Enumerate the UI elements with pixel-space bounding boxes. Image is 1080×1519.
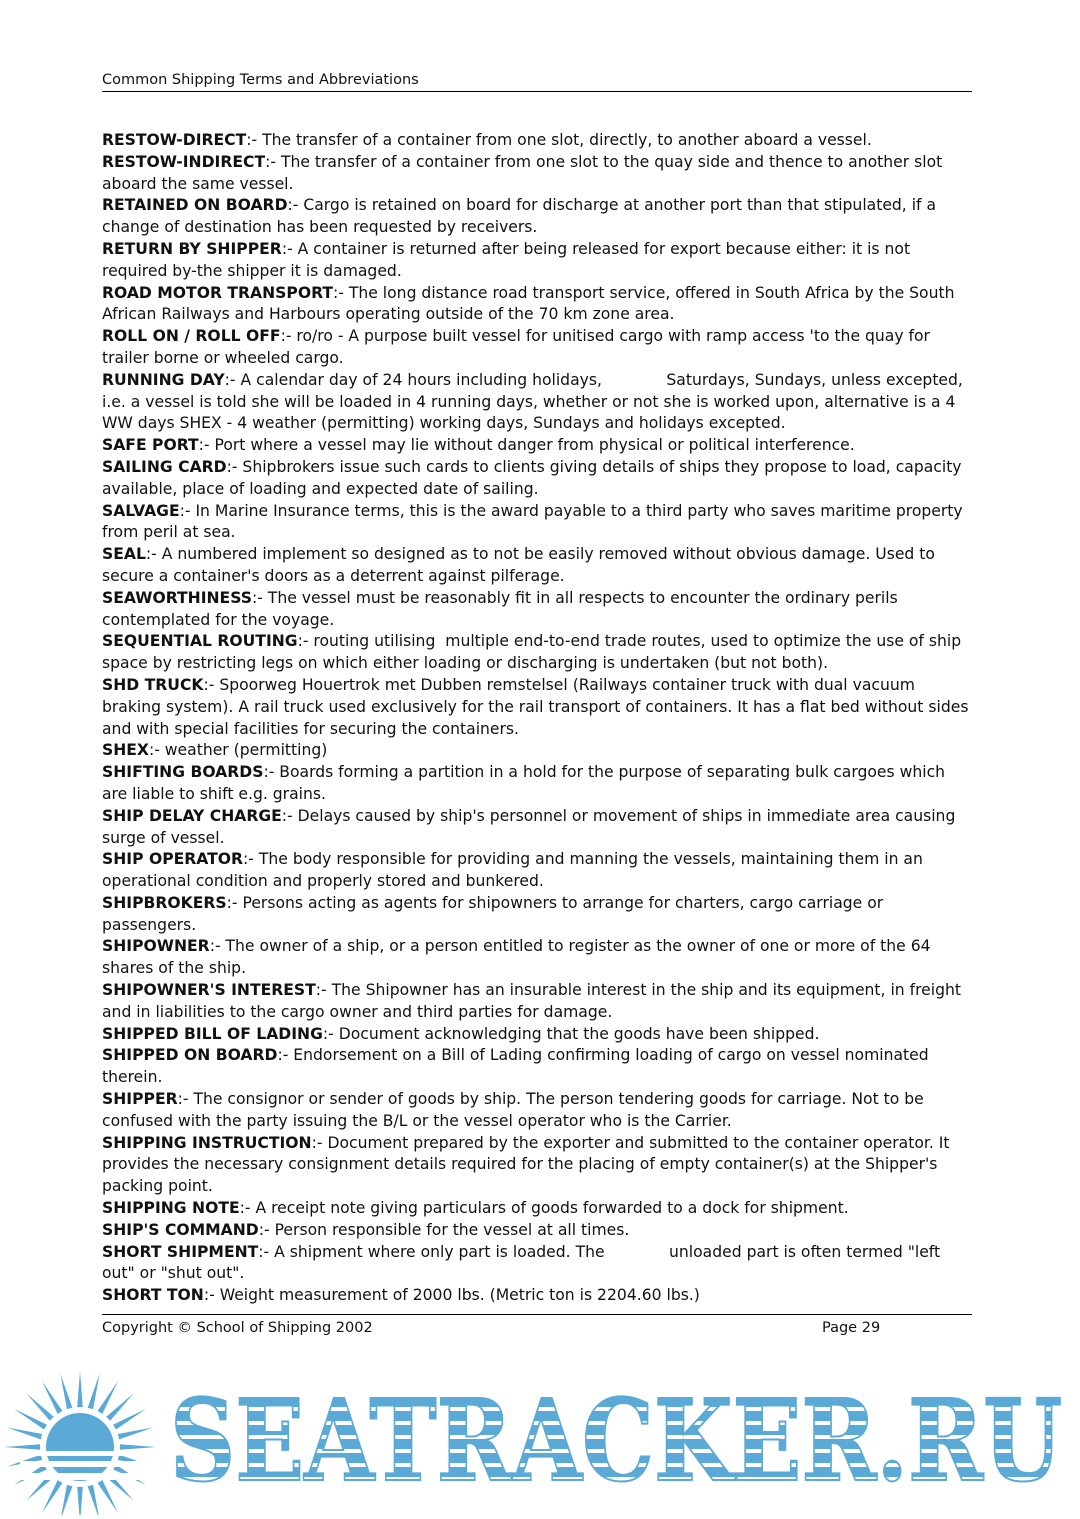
entry-definition: :- Document prepared by the exporter and submitted to the container operator. It provides the necessary consignment details required for the placing of empty container(s) at the Shipper's packing point. [102,1133,955,1196]
entry-term: SHIPPER [102,1090,178,1109]
sun-ray [88,1374,100,1410]
entry-term: SAFE PORT [102,436,199,455]
entry-definition: :- A container is returned after being released for export because either: it is not required by-the shipper it is damaged. [102,239,916,280]
entry-term: SHIPPING NOTE [102,1199,240,1218]
entry-term: SHORT SHIPMENT [102,1242,259,1261]
entry-definition: :- A numbered implement so designed as to not be easily removed without obvious damage. Used to secure a container's doors as a deterrent against pilferage. [102,545,940,585]
page-header [102,72,972,92]
glossary-entry [102,239,972,283]
entry-term: ROLL ON / ROLL OFF [102,327,281,346]
glossary-entry [102,544,972,588]
sun-ray [4,1444,40,1450]
entry-definition: :- Document acknowledging that the goods have been shipped. [322,1024,820,1043]
entry-definition: :- Cargo is retained on board for discharge at another port than that stipulated, if a change of destination has been requested by receivers. [102,196,942,237]
entry-definition: :- The consignor or sender of goods by ship. The person tendering goods for carriage. Not to be confused with the party issuing the B/L or the vessel operator who is the Carrier. [102,1090,929,1130]
entry-definition: :- A shipment where only part is loaded. The unloaded part is often termed "left out" or "shut out". [102,1242,946,1283]
entry-term: SHIPPED ON BOARD [102,1046,278,1065]
glossary-entry [102,1220,972,1242]
entry-term: ROAD MOTOR TRANSPORT [102,283,334,302]
entry-definition: :- The Shipowner has an insurable interest in the ship and its equipment, in freight and in liabilities to the cargo owner and third parties for damage. [102,981,966,1021]
entry-term: SHIP OPERATOR [102,850,244,869]
watermark-svg [0,1355,1080,1515]
entry-term: SHIPPED BILL OF LADING [102,1024,323,1043]
footer-copyright: Copyright © School of Shipping 2002 [102,1320,373,1336]
entry-term: SHIFTING BOARDS [102,763,264,782]
entry-definition: :- A receipt note giving particulars of goods forwarded to a dock for shipment. [239,1199,849,1218]
glossary-entry [102,457,972,501]
glossary-entry [102,631,972,675]
entry-definition: :- Person responsible for the vessel at all times. [258,1220,630,1239]
entry-definition: :- In Marine Insurance terms, this is the award payable to a third party who saves maritime property from peril at sea. [102,501,968,542]
entry-definition: :- The transfer of a container from one slot to the quay side and thence to another slot aboard the same vessel. [102,152,948,193]
glossary-entry [102,435,972,457]
sun-ray [42,1381,62,1414]
entry-definition: :- ro/ro - A purpose built vessel for unitised cargo with ramp access 'to the quay for trailer borne or wheeled cargo. [102,327,935,367]
sun-ray [98,1381,118,1414]
sun-ray [26,1393,54,1421]
sun-ray [106,1393,134,1421]
sun-ray [88,1485,100,1515]
entry-definition: :- The body responsible for providing and manning the vessels, maintaining them in an operational condition and properly stored and bunkered. [102,850,928,891]
glossary-entry [102,936,972,980]
entry-definition: :- Port where a vessel may lie without danger from physical or political interference. [198,436,855,455]
entry-term: SHIPPING INSTRUCTION [102,1133,312,1152]
glossary-entry [102,1242,972,1286]
entry-definition: :- Endorsement on a Bill of Lading confirming loading of cargo on vessel nominated therein. [102,1046,934,1087]
sun-ray [14,1409,47,1429]
glossary-entry [102,1198,972,1220]
glossary-entry [102,130,972,152]
glossary-entry [102,1045,972,1089]
sun-ray [60,1485,72,1515]
entry-definition: :- Persons acting as agents for shipowners to arrange for charters, cargo carriage or passengers. [102,893,889,934]
glossary-entry [102,740,972,762]
glossary-entry [102,806,972,850]
sun-ray [120,1444,156,1450]
entry-term: SHIP DELAY CHARGE [102,806,282,825]
entry-definition: :- Shipbrokers issue such cards to clients giving details of ships they propose to load, capacity available, place of loading and expected date of sailing. [102,457,967,498]
sun-ray [118,1427,154,1439]
entry-term: SAILING CARD [102,457,227,476]
entry-definition: :- weather (permitting) [148,741,328,760]
entry-term: SHIP'S COMMAND [102,1220,259,1239]
entry-definition: :- Boards forming a partition in a hold for the purpose of separating bulk cargoes which are liable to shift e.g. grains. [102,763,951,803]
glossary-entry [102,1089,972,1133]
entry-definition: :- The vessel must be reasonably fit in all respects to encounter the ordinary perils contemplated for the voyage. [102,588,903,629]
glossary-entry [102,762,972,806]
glossary-entry [102,980,972,1024]
glossary-entry [102,283,972,327]
sun-ray [42,1480,62,1513]
entry-definition: :- A calendar day of 24 hours including holidays, Saturdays, Sundays, unless excepted, i.e. a vessel is told she will be loaded in 4 running days, whether or not she is worked upon, alternative is a 4 WW days SHEX - 4 weather (permitting) working days, Sundays and holidays excepted. [102,370,968,433]
sun-ray [98,1480,118,1513]
entry-term: RUNNING DAY [102,370,225,389]
sun-icon [4,1371,160,1515]
watermark-logo [0,1355,1080,1515]
glossary-entry [102,1024,972,1046]
page-footer [102,1314,972,1342]
entry-definition: :- routing utilising multiple end-to-end trade routes, used to optimize the use of ship space by restricting legs on which either loading or discharging is undertaken (but not both). [102,632,967,673]
entry-term: SALVAGE [102,501,180,520]
entry-definition: :- Weight measurement of 2000 lbs. (Metric ton is 2204.60 lbs.) [203,1286,700,1305]
sun-ray [77,1371,83,1407]
entry-term: RETAINED ON BOARD [102,196,288,215]
watermark-text: SEATRACKER.RU [170,1376,1062,1507]
entry-term: SHD TRUCK [102,675,204,694]
sun-ray [7,1427,43,1439]
glossary-body [102,130,972,1307]
glossary-entry [102,501,972,545]
entry-definition: :- Delays caused by ship's personnel or movement of ships in immediate area causing surge of vessel. [102,806,961,847]
entry-term: SEAL [102,545,146,564]
sun-ray [77,1487,83,1515]
entry-term: SHEX [102,741,149,760]
entry-term: RETURN BY SHIPPER [102,239,282,258]
entry-term: SHIPBROKERS [102,893,227,912]
glossary-entry [102,370,972,435]
glossary-entry [102,893,972,937]
entry-term: RESTOW-DIRECT [102,131,247,149]
entry-definition: :- Spoorweg Houertrok met Dubben remstelsel (Railways container truck with dual vacuum braking system). A rail truck used exclusively for the rail transport of containers. It has a flat bed without sides and with special facilities for securing the containers. [102,675,974,738]
glossary-entry [102,1285,972,1307]
page-number: Page 29 [822,1320,881,1336]
sun-ray [113,1409,146,1429]
glossary-entry [102,326,972,370]
entry-term: SEQUENTIAL ROUTING [102,632,298,651]
entry-term: RESTOW-INDIRECT [102,152,266,171]
glossary-entry [102,849,972,893]
entry-term: SEAWORTHINESS [102,588,252,607]
header-title: Common Shipping Terms and Abbreviations [102,72,419,88]
entry-definition: :- The owner of a ship, or a person entitled to register as the owner of one or more of the 64 shares of the ship. [102,937,936,978]
entry-definition: :- The long distance road transport service, offered in South Africa by the South African Railways and Harbours operating outside of the 70 km zone area. [102,283,960,324]
glossary-entry [102,1133,972,1198]
glossary-entry [102,195,972,239]
entry-term: SHIPOWNER [102,937,210,956]
glossary-entry [102,152,972,196]
glossary-entry [102,675,972,740]
glossary-entry [102,588,972,632]
entry-term: SHIPOWNER'S INTEREST [102,981,316,1000]
sun-ray [60,1374,72,1410]
entry-term: SHORT TON [102,1286,204,1305]
entry-definition: :- The transfer of a container from one slot, directly, to another aboard a vessel. [246,131,872,149]
